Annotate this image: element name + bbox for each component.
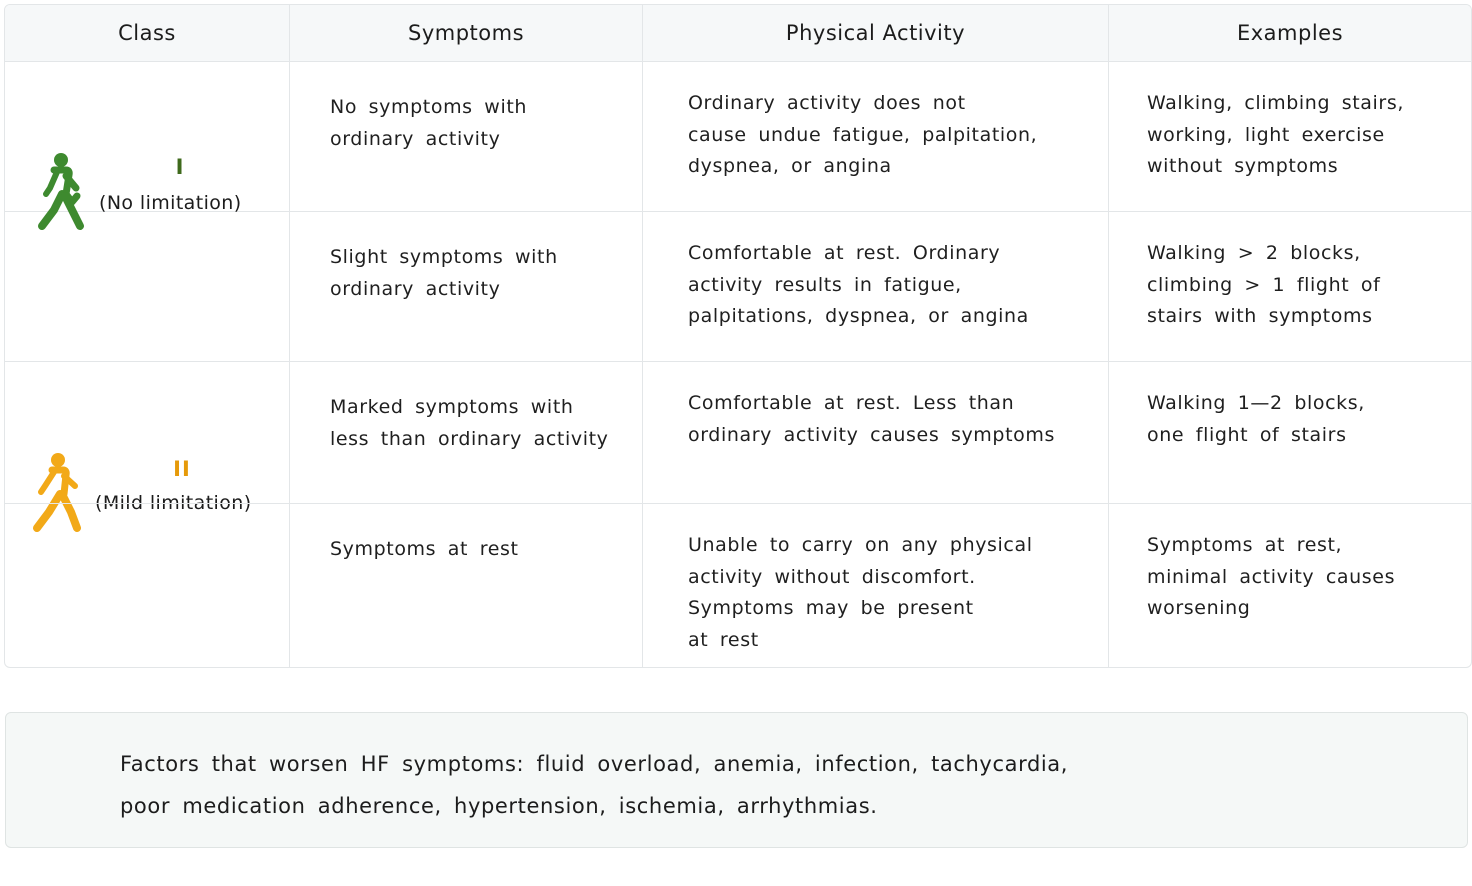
example-line: working, light exercise bbox=[1147, 123, 1385, 146]
header-symptoms-label: Symptoms bbox=[407, 21, 525, 45]
activity-line: at rest bbox=[688, 628, 759, 651]
symptoms-cell-iv bbox=[290, 504, 643, 667]
header-examples-label: Examples bbox=[1236, 21, 1344, 45]
activity-line: cause undue fatigue, palpitation, bbox=[688, 123, 1038, 146]
examples-cell-ii bbox=[1109, 212, 1471, 362]
symptoms-line: Marked symptoms with bbox=[330, 396, 574, 418]
example-line: Symptoms at rest, bbox=[1147, 534, 1343, 556]
factors-line-1: Factors that worsen HF symptoms: fluid overload, anemia, infection, tachycardia, bbox=[120, 752, 1069, 776]
activity-line: Symptoms may be present bbox=[688, 597, 974, 619]
physical-activity-cell-iii bbox=[643, 362, 1109, 504]
activity-line: Ordinary activity does not bbox=[688, 92, 966, 114]
class-roman-i: I bbox=[175, 155, 185, 179]
activity-line: Unable to carry on any physical bbox=[688, 534, 1033, 556]
symptoms-line: Symptoms at rest bbox=[330, 538, 519, 560]
physical-activity-cell-ii bbox=[643, 212, 1109, 362]
example-line: one flight of stairs bbox=[1147, 423, 1347, 446]
example-line: worsening bbox=[1147, 597, 1251, 619]
header-class-label: Class bbox=[118, 21, 176, 45]
example-line: climbing > 1 flight of bbox=[1147, 273, 1381, 296]
table-grid bbox=[5, 5, 1471, 667]
examples-cell-iv bbox=[1109, 504, 1471, 667]
class-label-ii: (Mild limitation) bbox=[95, 492, 252, 514]
example-line: Walking, climbing stairs, bbox=[1147, 92, 1404, 114]
activity-line: palpitations, dyspnea, or angina bbox=[688, 305, 1029, 327]
symptoms-cell-i bbox=[290, 62, 643, 212]
symptoms-line: ordinary activity bbox=[330, 277, 501, 300]
header-physical-activity-label: Physical Activity bbox=[785, 21, 966, 45]
symptoms-line: Slight symptoms with bbox=[330, 246, 558, 268]
activity-line: activity results in fatigue, bbox=[688, 273, 962, 296]
physical-activity-cell-iv bbox=[643, 504, 1109, 667]
activity-line: activity without discomfort. bbox=[688, 565, 976, 588]
class-cell-iii bbox=[5, 362, 290, 504]
activity-line: dyspnea, or angina bbox=[688, 155, 892, 177]
symptoms-line: less than ordinary activity bbox=[330, 427, 609, 450]
factors-line-2: poor medication adherence, hypertension, ischemia, arrhythmias. bbox=[120, 794, 878, 818]
header-physical-activity bbox=[643, 5, 1109, 62]
class-cell-ii bbox=[5, 212, 290, 514]
symptoms-line: ordinary activity bbox=[330, 127, 501, 150]
activity-line: Comfortable at rest. Ordinary bbox=[688, 242, 1001, 264]
physical-activity-cell-i bbox=[643, 62, 1109, 212]
header-class bbox=[5, 5, 290, 62]
example-line: stairs with symptoms bbox=[1147, 305, 1373, 327]
examples-cell-i bbox=[1109, 62, 1471, 212]
symptoms-line: No symptoms with bbox=[330, 96, 528, 118]
activity-line: ordinary activity causes symptoms bbox=[688, 423, 1055, 446]
header-symptoms bbox=[290, 5, 643, 62]
symptoms-cell-iii bbox=[290, 362, 643, 504]
example-line: Walking 1—2 blocks, bbox=[1147, 392, 1365, 414]
nyha-class-table bbox=[4, 4, 1472, 668]
example-line: minimal activity causes bbox=[1147, 565, 1396, 588]
class-label-i: (No limitation) bbox=[99, 192, 242, 214]
worsening-factors-box bbox=[5, 712, 1468, 848]
example-line: without symptoms bbox=[1147, 155, 1339, 177]
symptoms-cell-ii bbox=[290, 212, 643, 362]
examples-cell-iii bbox=[1109, 362, 1471, 504]
class-cell-iv bbox=[5, 504, 290, 667]
activity-line: Comfortable at rest. Less than bbox=[688, 392, 1015, 414]
header-examples bbox=[1109, 5, 1471, 62]
class-cell-i bbox=[5, 62, 290, 212]
example-line: Walking > 2 blocks, bbox=[1147, 242, 1361, 264]
class-roman-ii: II bbox=[173, 457, 191, 481]
